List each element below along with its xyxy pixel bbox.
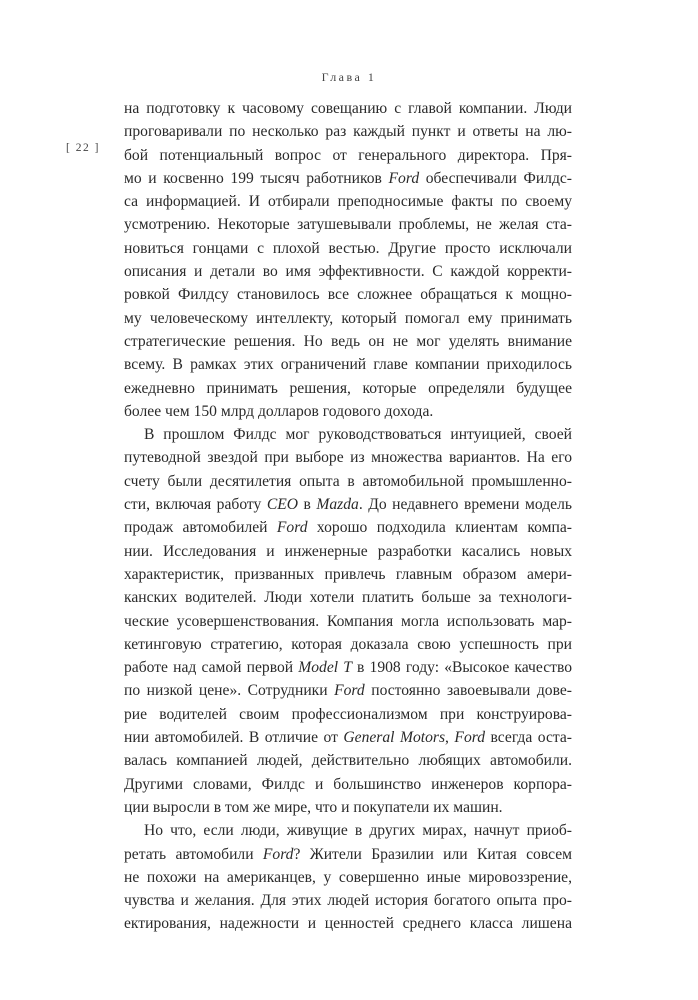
text-line: ровкой Филдсу становилось все сложнее обращаться к мощно- bbox=[124, 286, 572, 304]
italic-term: Mazda bbox=[316, 496, 359, 514]
paragraph bbox=[124, 97, 572, 423]
text-line: валась компанией людей, действительно любящих автомобили. bbox=[124, 752, 572, 770]
italic-term: General Motors bbox=[343, 729, 446, 747]
text-line: путеводной звездой при выборе из множества вариантов. На его bbox=[124, 449, 572, 467]
page-number: [ 22 ] bbox=[66, 142, 100, 154]
running-header: Глава 1 bbox=[321, 70, 377, 84]
text-line: описания и детали во имя эффективности. С каждой корректи- bbox=[124, 263, 572, 281]
text-line: счету были десятилетия опыта в автомобильной промышленно- bbox=[124, 472, 572, 490]
text-line: проговаривали по несколько раз каждый пункт и ответы на лю- bbox=[124, 123, 572, 141]
italic-term: Ford bbox=[388, 169, 420, 187]
text-line: ретать автомобили Ford? Жители Бразилии или Китая совсем bbox=[124, 845, 572, 863]
italic-term: Ford bbox=[334, 682, 365, 700]
text-line: ежедневно принимать решения, которые определяли будущее bbox=[124, 379, 572, 397]
text-line: са информацией. И отбирали преподносимые факты по своему bbox=[124, 193, 572, 211]
text-line: ции выросли в том же мире, что и покупатели их машин. bbox=[124, 798, 503, 816]
italic-term: CEO bbox=[266, 496, 298, 514]
text-line: чувства и желания. Для этих людей история богатого опыта про- bbox=[124, 892, 572, 910]
body-text bbox=[124, 97, 572, 936]
text-line: всему. В рамках этих ограничений главе компании приходилось bbox=[124, 356, 572, 374]
italic-term: Model T bbox=[298, 659, 352, 677]
text-line: не похожи на американцев, у совершенно иные мировоззрение, bbox=[124, 868, 572, 886]
text-line: нии автомобилей. В отличие от General Motors, Ford всегда оста- bbox=[124, 729, 572, 747]
text-line: новиться гонцами с плохой вестью. Другие просто исключали bbox=[124, 239, 572, 257]
text-line: усмотрению. Некоторые затушевывали проблемы, не желая ста- bbox=[124, 216, 572, 234]
text-line: работе над самой первой Model T в 1908 году: «Высокое качество bbox=[124, 659, 572, 677]
text-line: ческие усовершенствования. Компания могла использовать мар- bbox=[124, 612, 572, 630]
text-line: му человеческому интеллекту, который помогал ему принимать bbox=[124, 309, 572, 327]
text-line: бой потенциальный вопрос от генерального директора. Пря- bbox=[124, 146, 572, 164]
text-line: по низкой цене». Сотрудники Ford постоянно завоевывали дове- bbox=[124, 682, 572, 700]
text-line: Но что, если люди, живущие в других мирах, начнут приоб- bbox=[144, 822, 572, 840]
text-line: продаж автомобилей Ford хорошо подходила клиентам компа- bbox=[124, 519, 572, 537]
paragraph bbox=[124, 423, 572, 819]
text-line: мо и косвенно 199 тысяч работников Ford обеспечивали Филдс- bbox=[124, 169, 572, 187]
italic-term: Ford bbox=[454, 729, 486, 747]
italic-term: Ford bbox=[276, 519, 308, 537]
text-line: на подготовку к часовому совещанию с главой компании. Люди bbox=[124, 100, 572, 117]
paragraph bbox=[124, 819, 572, 935]
text-line: более чем 150 млрд долларов годового дохода. bbox=[124, 402, 434, 420]
text-line: канских водителей. Люди хотели платить больше за технологи- bbox=[124, 589, 572, 607]
text-line: стратегические решения. Но ведь он не мог уделять внимание bbox=[124, 332, 572, 350]
text-line: сти, включая работу CEO в Mazda. До недавнего времени модель bbox=[124, 496, 572, 514]
text-line: нии. Исследования и инженерные разработки касались новых bbox=[124, 542, 572, 560]
text-line: характеристик, призванных привлечь главным образом амери- bbox=[124, 565, 572, 583]
italic-term: Ford bbox=[262, 845, 294, 863]
text-line: В прошлом Филдс мог руководствоваться интуицией, своей bbox=[144, 426, 572, 444]
text-line: ектирования, надежности и ценностей среднего класса лишена bbox=[124, 915, 572, 933]
text-line: рие водителей своим профессионализмом при конструирова- bbox=[124, 705, 572, 723]
text-line: Другими словами, Филдс и большинство инженеров корпора- bbox=[124, 775, 572, 793]
text-line: кетинговую стратегию, которая доказала свою успешность при bbox=[124, 635, 572, 653]
